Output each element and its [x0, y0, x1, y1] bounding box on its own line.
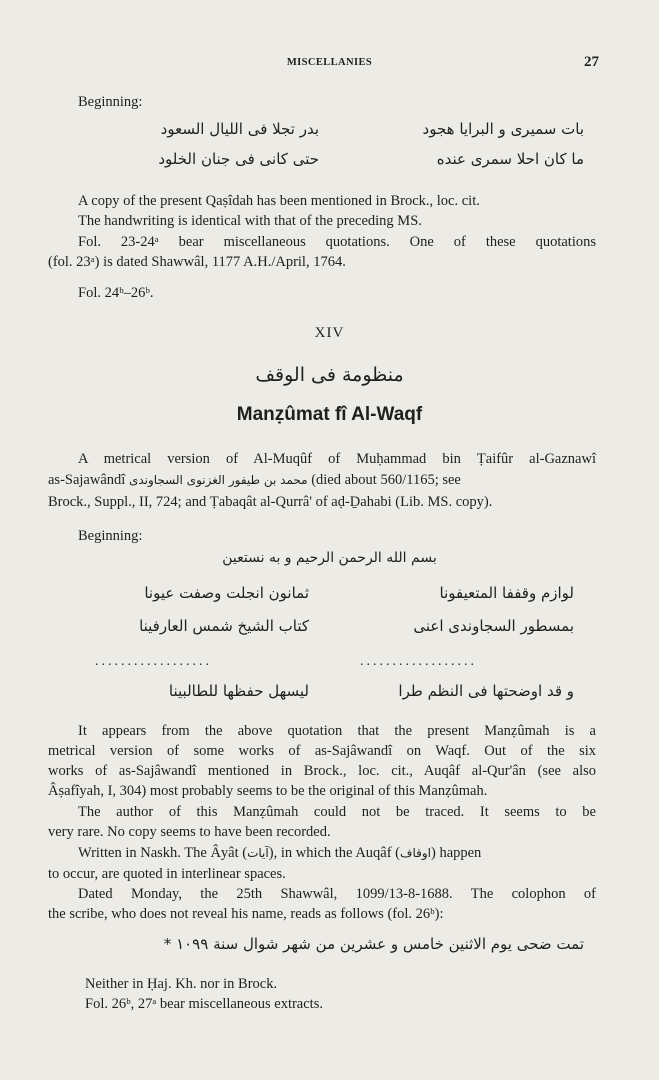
para6-line2: the scribe, who does not reveal his name, reads as follows (fol. 26ᵇ): — [48, 906, 444, 922]
para2-line2 — [48, 471, 461, 489]
verse-4-right: بمسطور السجاوندی اعنی — [413, 617, 574, 635]
para2-arabic-name: محمد بن طیفور الغزنوی السجاوندی — [128, 473, 308, 487]
ellipsis-right: .................. — [360, 654, 477, 669]
verse-3-right: لوازم وقففا المتعیفونا — [439, 584, 574, 602]
colophon-arabic: تمت ضحی یوم الاثنین خامس و عشرین من شهر شوال سنة ۱۰۹۹ * — [163, 935, 584, 953]
beginning-label: Beginning: — [78, 94, 143, 110]
para5-text-a: Written in Naskh. The Âyât ( — [78, 845, 248, 861]
para4-line1: The author of this Manẓûmah could not be traced. It seems to be — [78, 804, 596, 820]
para1-line3: Fol. 23-24ᵃ bear miscellaneous quotations. One of these quotations — [78, 234, 596, 250]
para3-line4: Âṣafîyah, I, 304) most probably seems to be the original of this Manẓûmah. — [48, 783, 488, 799]
para5-text-b: ), in which the Auqâf ( — [268, 845, 401, 861]
para7-line1: Neither in Ḥaj. Kh. nor in Brock. — [85, 976, 278, 992]
verse-4-left: کتاب الشیخ شمس العارفینا — [139, 617, 309, 635]
para3-line2: metrical version of some works of as-Sajâwandî on Waqf. Out of the six — [48, 743, 596, 759]
ellipsis-left: .................. — [95, 654, 212, 669]
para3-line3: works of as-Sajâwandî mentioned in Brock., loc. cit., Auqâf al-Qur'ân (see also — [48, 763, 596, 779]
verse-2-right: ما کان احلا سمری عنده — [436, 150, 584, 168]
section-title-english: Manẓûmat fî Al-Waqf — [236, 404, 423, 425]
verse-1-right: بات سمیری و البرایا هجود — [422, 120, 584, 138]
para1-line2: The handwriting is identical with that of the preceding MS. — [78, 213, 422, 229]
section-number: XIV — [314, 325, 345, 341]
para6-line1: Dated Monday, the 25th Shawwâl, 1099/13-8-1688. The colophon of — [78, 886, 596, 902]
running-header: MISCELLANIES — [286, 57, 373, 68]
para2-line2-start: as-Sajawândî — [48, 472, 126, 488]
bismillah: بسم الله الرحمن الرحیم و به نستعین — [222, 550, 437, 566]
verse-5-left: لیسهل حفظها للطالبینا — [168, 682, 309, 700]
para1-line1: A copy of the present Qaṣîdah has been mentioned in Brock., loc. cit. — [78, 193, 480, 209]
para5-arabic-ayat: آیات — [247, 846, 269, 860]
verse-5-right: و قد اوضحتها فی النظم طرا — [398, 682, 574, 700]
para5-text-c: ) happen — [430, 845, 482, 861]
para2-line3: Brock., Suppl., II, 724; and Ṭabaqât al-Qurrâ' of aḍ-Ḏahabi (Lib. MS. copy). — [48, 494, 493, 510]
para2-line2-end: (died about 560/1165; see — [311, 472, 461, 488]
para5-line1 — [78, 844, 481, 862]
para3-line1: It appears from the above quotation that the present Manẓûmah is a — [78, 723, 596, 739]
para7-line2: Fol. 26ᵇ, 27ᵃ bear miscellaneous extracts. — [85, 996, 323, 1012]
para2-line1: A metrical version of Al-Muqûf of Muḥammad bin Ṭaifûr al-Gaznawî — [78, 451, 596, 467]
verse-3-left: ثمانون انجلت وصفت عیونا — [144, 584, 309, 602]
para5-line2: to occur, are quoted in interlinear spaces. — [48, 866, 286, 882]
para4-line2: very rare. No copy seems to have been recorded. — [48, 824, 331, 840]
section-title-arabic: منظومة فی الوقف — [255, 364, 404, 386]
para5-arabic-auqaf: اوقاف — [400, 846, 431, 860]
para1-line4: (fol. 23ᵃ) is dated Shawwâl, 1177 A.H./April, 1764. — [48, 254, 346, 270]
beginning2-label: Beginning: — [78, 528, 143, 544]
page-number: 27 — [584, 54, 599, 70]
folio-range: Fol. 24ᵇ–26ᵇ. — [78, 285, 154, 301]
verse-1-left: بدر تجلا فی اللیال السعود — [160, 120, 319, 138]
verse-2-left: حتی کانی فی جنان الخلود — [158, 150, 319, 168]
